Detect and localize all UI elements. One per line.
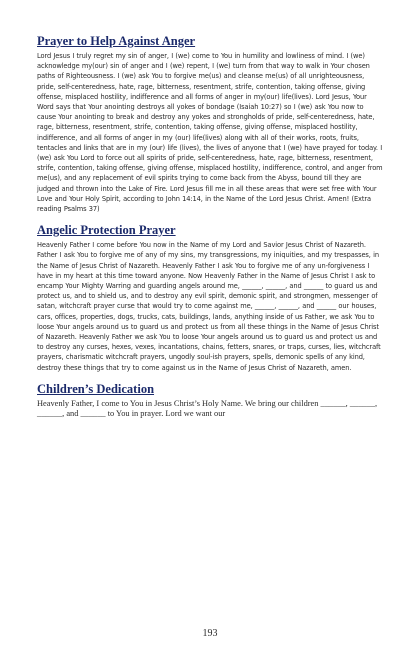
section-title: Prayer to Help Against Anger bbox=[37, 34, 196, 48]
section-angelic-protection bbox=[37, 223, 384, 373]
section-anger-prayer bbox=[37, 34, 384, 214]
page-content bbox=[37, 34, 384, 420]
section-body: Lord Jesus I truly regret my sin of anger, I (we) come to You in humility and lowliness of mind. I (we) acknowledge my(our) sin of anger and I (we) repent, I (we) turn from that way to walk in Your chosen paths of Righteousness. I (we) ask You to forgive me(us) and cleanse me(us) of all unrighteousness, pride, self-centeredness, hate, rage, bitterness, resentment, strife, contention, taking offense, giving offense, misplaced hostility, indifference and all forms of anger in my(our) life(lives). Lord Jesus, Your Word says that Your anointing destroys all yokes of bondage (Isaiah 10:27) so I (we) ask You now to cause Your anointing to break and destroy any yokes and strongholds of pride, self-centeredness, hate, rage, bitterness, resentment, strife, contention, taking offense, giving offense, misplaced hostility, indifference, and all forms of anger in my (our) life(lives) along with all of their works, roots, fruits, tentacles and links that are in my (our) life (lives), the lives of anyone that I (we) have prayed for today. I (we) ask You Lord to force out all spirits of pride, self-centeredness, hate, rage, bitterness, resentment, strife, contention, taking offense, giving offense, misplaced hostility, indifference, control, and anger from me(us), and any replacement of evil spirits trying to come back from the Abyss, bound till they are judged and thrown into the Lake of Fire. Lord Jesus fill me in all these areas that were set free with Your Love and Your Holy Spirit, according to John 14:14, in the Name of the Lord Jesus Christ. Amen! (Extra reading Psalms 37) bbox=[37, 52, 383, 214]
section-title: Children’s Dedication bbox=[37, 381, 155, 396]
section-title: Angelic Protection Prayer bbox=[37, 223, 176, 238]
section-body: Heavenly Father, I come to You in Jesus Christ’s Holy Name. We bring our children ______, ______, ______, and ______ to You in prayer. Lord we want our bbox=[37, 398, 378, 419]
section-body: Heavenly Father I come before You now in the Name of my Lord and Savior Jesus Christ of Nazareth. Father I ask You to forgive me of any of my sins, my transgressions, my iniquities, and my trespasses, in the Name of Jesus Christ of Nazareth. Heavenly Father I ask You to forgive me of any un-forgiveness I have in my heart at this time toward anyone. Now Heavenly Father in the Name of Jesus Christ I ask to encamp Your Mighty Warring and guarding angels around me, ______, ______, and ______ to guard us and protect us, and to shield us, and to destroy any evil spirit, demonic spirit, and strongmen, messenger of satan, witchcraft prayer curse that would try to come against me, ______, ______, and ______ our houses, cars, offices, properties, dogs, trucks, cats, buildings, lands, anything inside of us Father, we ask You to loose Your angels around us to guard us and protect us from all these things in the Name of Jesus Christ of Nazareth. Heavenly Father we ask You to loose Your angels around us to guard us and protect us and to destroy any curses, hexes, vexes, incantations, chains, fetters, snares, or traps, curses, lies, witchcraft prayers, charismatic witchcraft prayers, ungodly soul-ish prayers, spells, demonic spells of any kind, destroy these things that try to come against us in the Name of Jesus Christ of Nazareth, amen. bbox=[37, 241, 381, 372]
section-childrens-dedication bbox=[37, 382, 384, 420]
page-number: 193 bbox=[202, 628, 218, 639]
